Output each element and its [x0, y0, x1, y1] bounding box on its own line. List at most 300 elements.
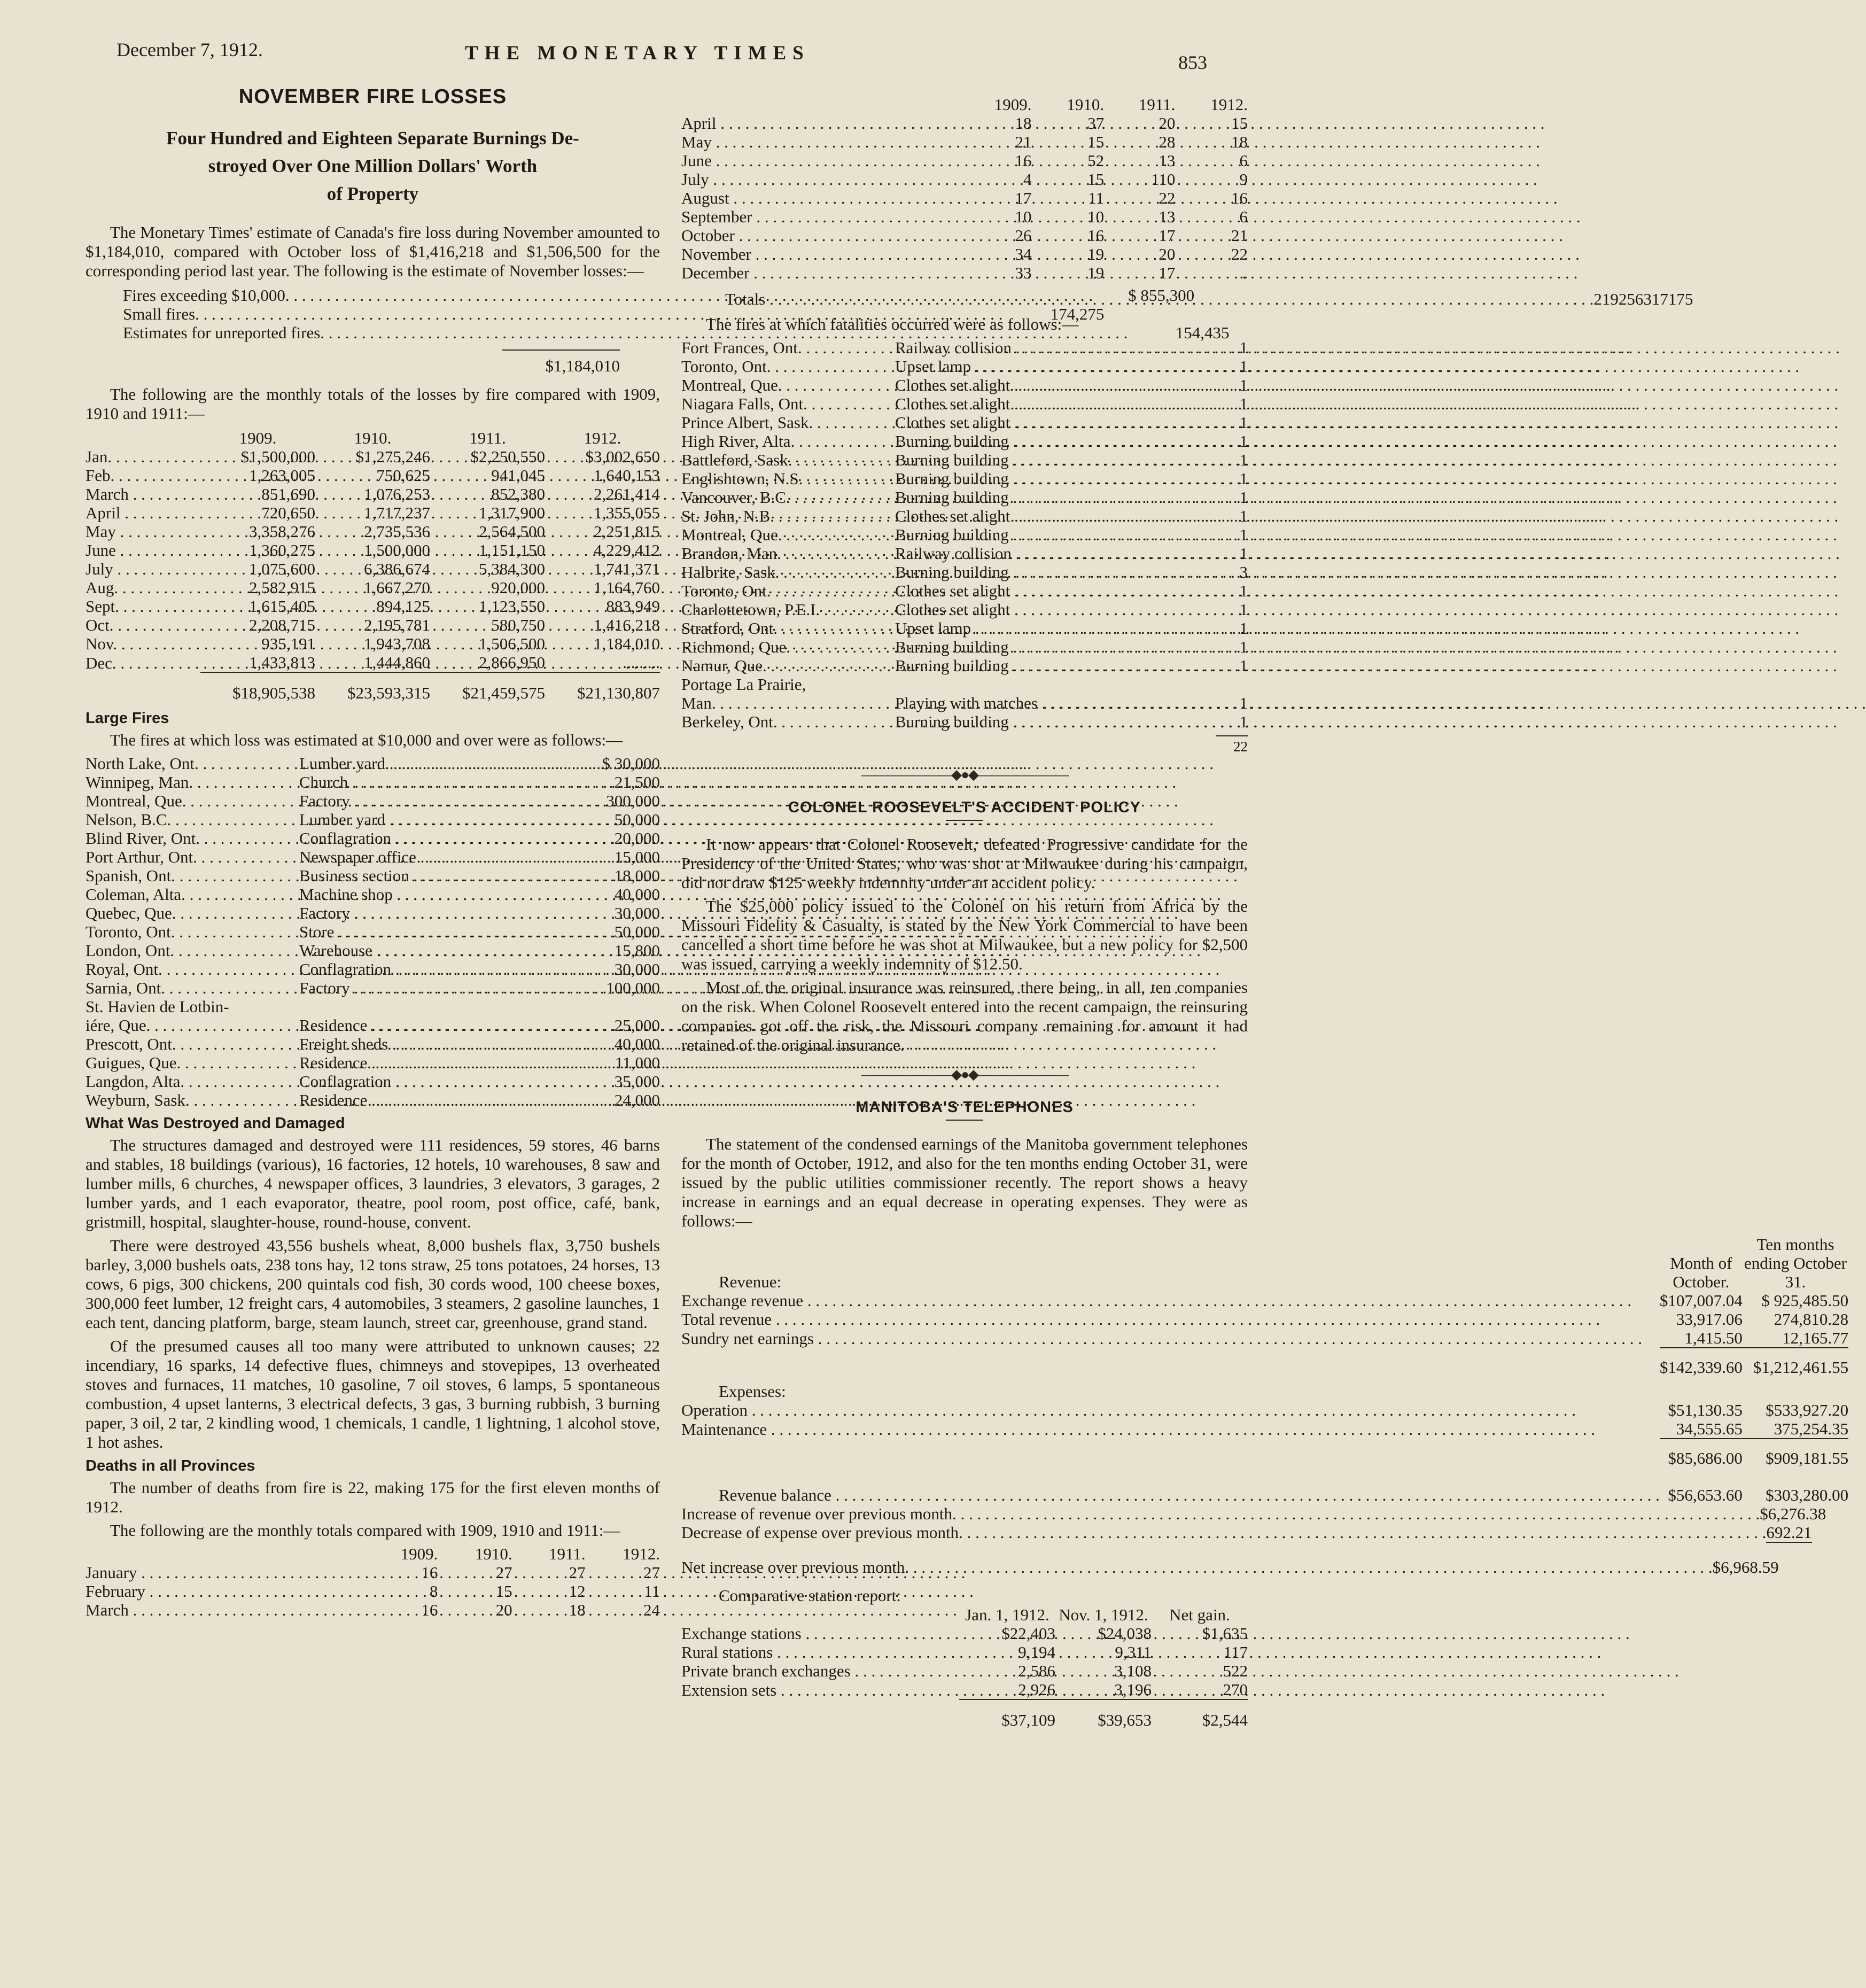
large-fire-row — [85, 754, 660, 773]
monthly-row — [85, 634, 660, 653]
large-fire-row — [85, 960, 660, 979]
fatality-place: Vancouver, B.C. . . . — [681, 488, 895, 507]
revenue-total-ten: $1,212,461.55 — [1743, 1348, 1848, 1377]
station-total-gain: $2,544 — [1152, 1699, 1248, 1729]
loss-value: 5,384,300 — [479, 560, 545, 578]
year-header: 1909. — [400, 1544, 438, 1563]
loss-value: 1,123,550 — [479, 597, 545, 616]
fire-cause: Store . . . — [299, 922, 556, 941]
deaths-row — [681, 207, 1248, 226]
destroyed-paragraph-2: There were destroyed 43,556 bushels wheat, 8,000 bushels flax, 3,750 bushels barley, 3,000 bushels oats, 238 tons hay, 12 tons straw, 25 tons potatoes, 24 horses, 13 cows, 6 pigs, 300 chickens, 200 quintals cod fish, 30 cords wood, 100 cheese boxes, 300,000 feet lumber, 12 freight cars, 4 automobiles, 3 steamers, 2 gasoline launches, 1 each tent, dancing platform, barge, steam launch, street car, greenhouse, grand stand. — [85, 1236, 660, 1332]
death-count: 18 — [569, 1601, 586, 1619]
fire-loss: 30,000 — [614, 960, 660, 979]
subtitle-line: stroyed Over One Million Dollars' Worth — [208, 156, 538, 176]
death-count: 27 — [643, 1563, 660, 1582]
deaths-row — [681, 151, 1248, 170]
station-header-gain: Net gain. — [1169, 1605, 1230, 1624]
death-count: 10 — [1087, 207, 1105, 226]
year-header: 1911. — [1138, 95, 1176, 114]
fatality-row — [681, 656, 1248, 675]
loss-value: 1,355,055 — [594, 503, 660, 522]
death-count: 17 — [1015, 189, 1032, 207]
death-count: 21 — [1015, 133, 1032, 151]
death-count: 13 — [1159, 207, 1176, 226]
fire-loss: 300,000 — [606, 791, 660, 810]
loss-value: 750,625 — [376, 466, 430, 485]
fatality-row — [681, 525, 1248, 544]
loss-value: 1,151,150 — [479, 541, 545, 560]
fatality-place: Toronto, Ont. . . . — [681, 581, 895, 600]
fatality-place: Montreal, Que. . . . — [681, 525, 895, 544]
fatality-row — [681, 694, 1248, 712]
estimate-label: Small fires — [123, 305, 196, 323]
deaths-row — [681, 226, 1248, 245]
fatality-count: 1 — [1239, 338, 1248, 357]
fire-place: North Lake, Ont. . . . — [85, 754, 299, 773]
fatality-row — [681, 338, 1248, 357]
expenses-month: $51,130.35 — [1668, 1401, 1743, 1419]
fire-loss: 25,000 — [614, 1016, 660, 1035]
revenue-rows — [681, 1291, 1848, 1348]
deaths-row — [681, 114, 1248, 133]
fatality-cause: Clothes set alight . . . — [895, 600, 1226, 619]
month-label: March . . . — [85, 485, 200, 503]
revenue-month: 33,917.06 — [1676, 1310, 1743, 1329]
station-jan: 2,586 — [1018, 1661, 1055, 1680]
deaths-paragraph-2: The following are the monthly totals compared with 1909, 1910 and 1911:— — [110, 1521, 620, 1540]
fatality-count: 1 — [1239, 600, 1248, 619]
month-label: Sept. . . . — [85, 597, 200, 616]
fire-cause: Conflagration . . . — [299, 1072, 556, 1091]
loss-value: 1,717,237 — [364, 503, 430, 522]
large-fire-row — [85, 773, 660, 791]
station-label: Comparative station report: — [719, 1586, 901, 1605]
fatality-count: 1 — [1239, 525, 1248, 544]
header-date: December 7, 1912. — [116, 39, 263, 60]
loss-value: 1,640,153 — [594, 466, 660, 485]
fire-place: Weyburn, Sask. . . . — [85, 1091, 299, 1109]
expenses-label: Maintenance . . . — [681, 1419, 1660, 1439]
fire-place: Prescott, Ont. . . . — [85, 1035, 299, 1053]
fatality-count: 1 — [1239, 432, 1248, 451]
large-fire-row — [85, 1035, 660, 1053]
death-count: 34 — [1015, 245, 1032, 263]
station-rows — [681, 1624, 1248, 1699]
fire-cause: Newspaper office . . . — [299, 848, 556, 866]
expenses-month: 34,555.65 — [1676, 1419, 1743, 1438]
death-count: 16 — [421, 1601, 438, 1619]
year-header: 1910. — [1067, 95, 1105, 114]
large-fire-row — [85, 885, 660, 904]
death-count: 13 — [1159, 151, 1176, 170]
death-count: 52 — [1087, 151, 1105, 170]
col-month-header: Month of October. — [1670, 1254, 1732, 1291]
fire-cause: Freight sheds . . . — [299, 1035, 556, 1053]
station-table — [681, 1605, 1248, 1729]
death-count: 16 — [1015, 151, 1032, 170]
loss-value: 1,076,253 — [364, 485, 430, 503]
station-label: Rural stations . . . — [681, 1643, 959, 1661]
death-count: 10 — [1015, 207, 1032, 226]
estimate-label: Estimates for unreported fires — [123, 323, 321, 342]
year-header: 1909. — [239, 429, 277, 447]
deaths-table-right — [681, 95, 1248, 282]
death-month: July . . . — [681, 170, 959, 189]
fatality-cause: Burning building . . . — [895, 488, 1226, 507]
fire-place: Montreal, Que. . . . — [85, 791, 299, 810]
loss-value: $1,275,246 — [355, 447, 430, 466]
fatality-cause: Burning building . . . — [895, 563, 1226, 581]
fatality-count: 1 — [1239, 507, 1248, 525]
monthly-row — [85, 578, 660, 597]
fatality-row — [681, 413, 1248, 432]
station-gain: 270 — [1223, 1680, 1248, 1699]
dot-leader — [905, 1558, 1712, 1577]
roosevelt-paragraph-1: It now appears that Colonel Roosevelt, defeated Progressive candidate for the Presidency of the United States, who was shot at Milwaukee during his campaign, did not draw $125 weekly indemnity under an accident policy. — [681, 835, 1248, 892]
estimate-value: 174,275 — [1050, 305, 1105, 323]
death-count: 15 — [1087, 170, 1105, 189]
monthly-row — [85, 616, 660, 634]
death-count: 110 — [1151, 170, 1176, 189]
fatality-count: 1 — [1239, 451, 1248, 469]
monthly-row — [85, 503, 660, 522]
year-header: 1912. — [1210, 95, 1248, 114]
fatality-row — [681, 376, 1248, 394]
year-header: 1910. — [354, 429, 392, 447]
ornament-divider: ———————◆●◆——————— — [861, 767, 1068, 782]
large-fires-intro: The fires at which loss was estimated at $10,000 and over were as follows:— — [110, 731, 623, 749]
roosevelt-title: COLONEL ROOSEVELT'S ACCIDENT POLICY — [788, 799, 1141, 816]
death-count: 22 — [1159, 189, 1176, 207]
destroyed-heading: What Was Destroyed and Damaged — [85, 1115, 345, 1132]
deaths-row — [85, 1563, 660, 1582]
fatality-row — [681, 675, 1248, 694]
fire-loss: 30,000 — [614, 904, 660, 922]
fire-cause: Factory . . . — [299, 791, 556, 810]
net-label: Net increase over previous month — [681, 1558, 905, 1577]
fatality-count: 3 — [1239, 563, 1248, 581]
monthly-total: $18,905,538 — [200, 672, 315, 702]
large-fire-row — [85, 829, 660, 848]
death-count: 15 — [495, 1582, 512, 1601]
station-label: Exchange stations . . . — [681, 1624, 959, 1643]
month-label: May . . . — [85, 522, 200, 541]
death-count: 18 — [1231, 133, 1248, 151]
loss-value: 1,943,708 — [364, 634, 430, 653]
fire-place: Coleman, Alta. . . . — [85, 885, 299, 904]
station-header-nov: Nov. 1, 1912. — [1059, 1605, 1148, 1624]
roosevelt-paragraph-3: Most of the original insurance was reinsured, there being, in all, ten companies on the risk. When Colonel Roosevelt entered into the recent campaign, the reinsuring companies got off the risk, the Missouri company remaining for amount it had retained of the original insurance. — [681, 978, 1248, 1054]
death-count: 11 — [644, 1582, 660, 1601]
death-count: 15 — [1231, 114, 1248, 133]
death-count: 27 — [569, 1563, 586, 1582]
month-label: April . . . — [85, 503, 200, 522]
fire-cause: Conflagration . . . — [299, 960, 556, 979]
station-nov: 3,108 — [1114, 1661, 1152, 1680]
deaths-row — [681, 133, 1248, 151]
death-month: March . . . — [85, 1601, 363, 1619]
fire-place: St. Havien de Lotbin- — [85, 997, 229, 1016]
revenue-ten: 12,165.77 — [1782, 1329, 1849, 1347]
fatality-cause: Upset lamp . . . — [895, 357, 1226, 376]
death-count: 17 — [1159, 226, 1176, 245]
fatality-row — [681, 600, 1248, 619]
fatality-place: Halbrite, Sask. . . . — [681, 563, 895, 581]
death-month: December . . . — [681, 263, 959, 282]
manitoba-title: MANITOBA'S TELEPHONES — [856, 1099, 1074, 1116]
expenses-label: Expenses: — [719, 1382, 786, 1401]
revenue-row — [681, 1310, 1848, 1329]
death-count: 6 — [1239, 151, 1248, 170]
fire-cause — [299, 997, 556, 1016]
death-month: April . . . — [681, 114, 959, 133]
fatality-place: Montreal, Que. . . . — [681, 376, 895, 394]
fatality-row — [681, 432, 1248, 451]
station-gain: $1,635 — [1202, 1624, 1248, 1643]
loss-value: 1,360,275 — [249, 541, 315, 560]
subtitle-line: of Property — [326, 183, 419, 204]
loss-value: 1,741,371 — [594, 560, 660, 578]
loss-value: 2,735,536 — [364, 522, 430, 541]
month-label: June . . . — [85, 541, 200, 560]
large-fire-row — [85, 922, 660, 941]
monthly-row — [85, 597, 660, 616]
header-spacer — [85, 1544, 363, 1563]
revenue-label: Sundry net earnings . . . — [681, 1329, 1660, 1348]
fatality-row — [681, 712, 1248, 731]
fatality-row — [681, 357, 1248, 376]
deaths-table-left — [85, 1544, 660, 1619]
fire-place: iére, Que. . . . — [85, 1016, 299, 1035]
fatality-row — [681, 451, 1248, 469]
subtitle-line: Four Hundred and Eighteen Separate Burnings De- — [166, 128, 579, 149]
monthly-losses-table — [85, 429, 660, 702]
death-count: 22 — [1231, 245, 1248, 263]
fatality-cause: Burning building . . . — [895, 638, 1226, 656]
station-jan: 9,194 — [1018, 1643, 1055, 1661]
station-row — [681, 1680, 1248, 1699]
revenue-label: Revenue: — [719, 1272, 782, 1291]
deaths-total-1911: 317 — [1643, 290, 1668, 308]
estimate-value: $ 855,300 — [1128, 286, 1195, 305]
fire-loss: 24,000 — [614, 1091, 660, 1109]
fire-place: Spanish, Ont. . . . — [85, 866, 299, 885]
fatalities-total: 22 — [1216, 735, 1248, 755]
fatality-row — [681, 394, 1248, 413]
deaths-totals-table — [681, 290, 1693, 308]
revenue-row — [681, 1291, 1848, 1310]
fire-loss: 40,000 — [614, 1035, 660, 1053]
large-fires-heading: Large Fires — [85, 710, 169, 727]
fatality-row — [681, 488, 1248, 507]
large-fire-row — [85, 848, 660, 866]
expenses-row — [681, 1401, 1848, 1419]
fatality-count: 1 — [1239, 712, 1248, 731]
death-count: 11 — [1088, 189, 1105, 207]
fire-loss: 100,000 — [606, 979, 660, 997]
fatality-place: Portage La Prairie, — [681, 675, 806, 694]
fatality-cause: Railway collision . . . — [895, 338, 1226, 357]
fire-cause: Lumber yard . . . — [299, 754, 556, 773]
loss-value: 1,615,405 — [249, 597, 315, 616]
death-count: 33 — [1015, 263, 1032, 282]
loss-value: 1,500,000 — [364, 541, 430, 560]
death-count: 20 — [1159, 114, 1176, 133]
death-count: 17 — [1159, 263, 1176, 282]
expenses-ten: 375,254.35 — [1774, 1419, 1849, 1438]
fire-intro: The Monetary Times' estimate of Canada's fire loss during November amounted to $1,184,010, compared with October loss of $1,416,218 and $1,506,500 for the corresponding period last year. The following is the estimate of November losses:— — [85, 223, 660, 280]
month-label: Oct. . . . — [85, 616, 200, 634]
fatality-cause: Burning building . . . — [895, 656, 1226, 675]
loss-value: 1,444,860 — [364, 653, 430, 672]
fatality-place: St. John, N.B. . . . — [681, 507, 895, 525]
decrease-value: 692.21 — [1766, 1523, 1812, 1542]
large-fire-row — [85, 979, 660, 997]
loss-value: 2,564,500 — [479, 522, 545, 541]
death-count: 27 — [495, 1563, 512, 1582]
year-header: 1910. — [475, 1544, 512, 1563]
fatality-count — [1226, 675, 1248, 694]
fire-place: Nelson, B.C. . . . — [85, 810, 299, 829]
death-count: 8 — [429, 1582, 438, 1601]
loss-value: 1,263,005 — [249, 466, 315, 485]
death-month: October . . . — [681, 226, 959, 245]
fatality-cause: Burning building . . . — [895, 451, 1226, 469]
deaths-paragraph-1: The number of deaths from fire is 22, making 175 for the first eleven months of 1912. — [85, 1478, 660, 1516]
fatality-cause: Burning building . . . — [895, 712, 1226, 731]
death-count: 19 — [1087, 245, 1105, 263]
fire-place: Langdon, Alta. . . . — [85, 1072, 299, 1091]
large-fire-row — [85, 1053, 660, 1072]
monthly-totals-row — [85, 672, 660, 702]
expense-total-ten: $909,181.55 — [1743, 1439, 1848, 1467]
loss-value: 4,229,412 — [594, 541, 660, 560]
fatality-place: Prince Albert, Sask. . . . — [681, 413, 895, 432]
fire-subtitle — [85, 125, 660, 208]
revenue-label: Total revenue . . . — [681, 1310, 1660, 1329]
death-count: 26 — [1015, 226, 1032, 245]
fire-cause: Residence . . . — [299, 1091, 556, 1109]
loss-value: 3,358,276 — [249, 522, 315, 541]
fatality-place: Englishtown, N.S. . . . — [681, 469, 895, 488]
year-header: 1911. — [469, 429, 506, 447]
death-count: 20 — [495, 1601, 512, 1619]
month-label: July . . . — [85, 560, 200, 578]
station-jan: 2,926 — [1018, 1680, 1055, 1699]
monthly-row — [85, 447, 660, 466]
estimate-total: $1,184,010 — [502, 350, 620, 377]
fatality-cause: Burning building . . . — [895, 469, 1226, 488]
expenses-ten: $533,927.20 — [1766, 1401, 1849, 1419]
loss-value: 1,667,270 — [364, 578, 430, 597]
loss-value: 883,949 — [606, 597, 660, 616]
fire-loss: $ 30,000 — [602, 754, 660, 773]
death-count: 20 — [1159, 245, 1176, 263]
loss-value: $1,500,000 — [240, 447, 315, 466]
net-row — [681, 1558, 1779, 1577]
loss-value: 920,000 — [491, 578, 545, 597]
totals-spacer — [85, 672, 200, 702]
fatality-count: 1 — [1239, 544, 1248, 563]
station-row — [681, 1643, 1248, 1661]
station-nov: $24,038 — [1098, 1624, 1152, 1643]
loss-value: 2,261,414 — [594, 485, 660, 503]
fatality-row — [681, 563, 1248, 581]
station-total-jan: $37,109 — [959, 1699, 1055, 1729]
fatality-place: Namur, Que. . . . — [681, 656, 895, 675]
fatality-count: 1 — [1239, 376, 1248, 394]
dot-leader — [952, 1504, 1760, 1523]
fire-loss: 35,000 — [614, 1072, 660, 1091]
loss-value: 894,125 — [376, 597, 430, 616]
death-count: 24 — [643, 1601, 660, 1619]
death-month: January . . . — [85, 1563, 363, 1582]
fire-place: Royal, Ont. . . . — [85, 960, 299, 979]
fire-loss: 21,500 — [614, 773, 660, 791]
destroyed-paragraph-3: Of the presumed causes all too many were attributed to unknown causes; 22 incendiary, 16 sparks, 14 defective flues, chimneys and stovepipes, 13 overheated stoves and furnaces, 11 matches, 10 gasoline, 7 oil stoves, 6 lamps, 5 spontaneous combustion, 4 upset lanterns, 3 electrical defects, 3 gas, 3 burning rubbish, 3 burning paper, 3 oil, 2 tar, 2 kindling wood, 1 chemicals, 1 candle, 1 lightning, 1 alcohol stove, 1 hot ashes. — [85, 1337, 660, 1451]
station-label: Private branch exchanges . . . — [681, 1661, 959, 1680]
fire-place: Port Arthur, Ont. . . . — [85, 848, 299, 866]
fire-place: Guigues, Que. . . . — [85, 1053, 299, 1072]
fatality-count: 1 — [1239, 413, 1248, 432]
station-gain: 522 — [1223, 1661, 1248, 1680]
fatality-place: Niagara Falls, Ont. . . . — [681, 394, 895, 413]
deaths-total-1910: 256 — [1618, 290, 1644, 308]
deaths-row — [681, 245, 1248, 263]
fire-place: London, Ont. . . . — [85, 941, 299, 960]
death-count: 18 — [1015, 114, 1032, 133]
fire-cause: Warehouse . . . — [299, 941, 556, 960]
increase-label: Increase of revenue over previous month — [681, 1504, 952, 1523]
fatality-cause: Burning building . . . — [895, 432, 1226, 451]
loss-value: 1,164,760 — [594, 578, 660, 597]
fire-loss — [556, 997, 660, 1016]
monthly-total: $23,593,315 — [315, 672, 430, 702]
monthly-row — [85, 485, 660, 503]
deaths-row — [85, 1582, 660, 1601]
revenue-month: 1,415.50 — [1684, 1329, 1743, 1347]
loss-value: 2,251,815 — [594, 522, 660, 541]
death-month: June . . . — [681, 151, 959, 170]
loss-value: 1,506,500 — [479, 634, 545, 653]
fatality-place: Fort Frances, Ont. . . . — [681, 338, 895, 357]
fire-place: Blind River, Ont. . . . — [85, 829, 299, 848]
deaths-row — [681, 170, 1248, 189]
fire-place: Quebec, Que. . . . — [85, 904, 299, 922]
death-month: November . . . — [681, 245, 959, 263]
death-count: 15 — [1087, 133, 1105, 151]
station-total-nov: $39,653 — [1055, 1699, 1152, 1729]
expense-rows — [681, 1401, 1848, 1439]
fatality-count: 1 — [1239, 469, 1248, 488]
month-label: Dec. . . . — [85, 653, 200, 672]
fire-loss: 40,000 — [614, 885, 660, 904]
death-count: 6 — [1239, 207, 1248, 226]
fatality-place: Stratford, Ont. . . . — [681, 619, 895, 638]
fatality-cause: Clothes set alight . . . — [895, 413, 1226, 432]
large-fire-row — [85, 1091, 660, 1109]
expense-total-month: $85,686.00 — [1660, 1439, 1743, 1467]
loss-value: 1,317,900 — [479, 503, 545, 522]
fatality-count: 1 — [1239, 656, 1248, 675]
revenue-ten: 274,810.28 — [1774, 1310, 1849, 1329]
fatality-row — [681, 581, 1248, 600]
death-month: February . . . — [85, 1582, 363, 1601]
loss-value: 720,650 — [261, 503, 315, 522]
estimate-value: 154,435 — [1175, 323, 1230, 342]
deaths-total-1909: 219 — [1593, 290, 1619, 308]
monthly-total: $21,459,575 — [430, 672, 545, 702]
